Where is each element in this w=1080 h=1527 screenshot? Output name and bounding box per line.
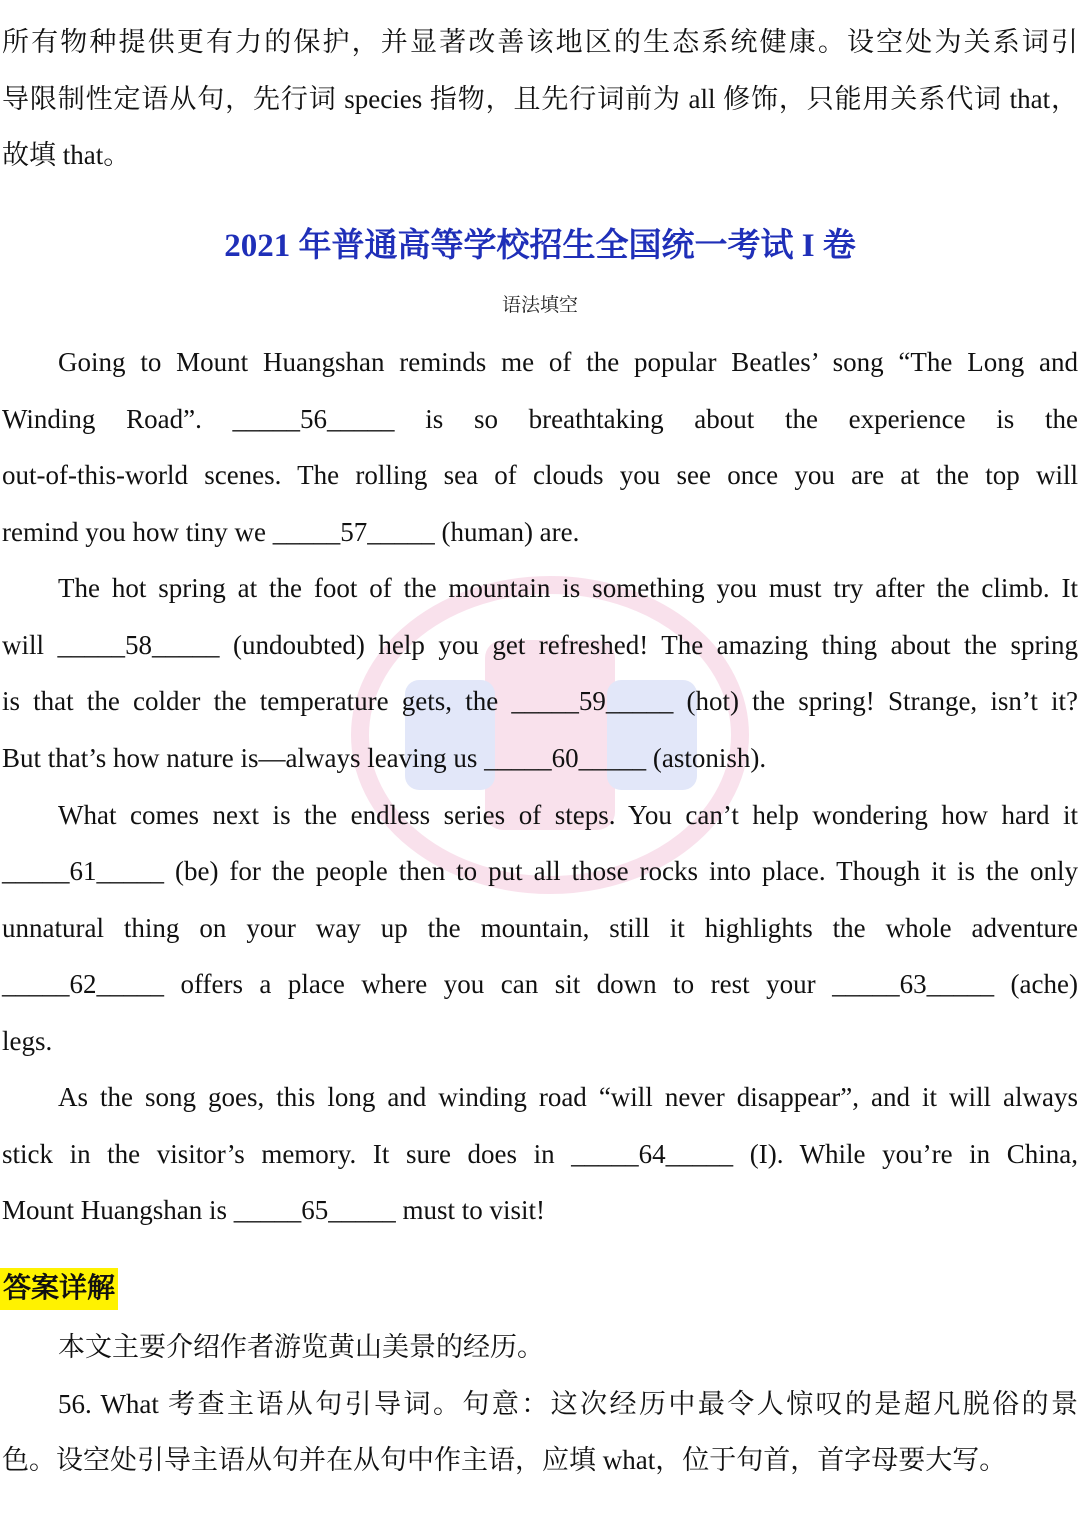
passage-line-10: _____61_____ (be) for the people then to put all those rocks into place. Though it is the only — [2, 856, 1078, 886]
answer-line-3: 色。设空处引导主语从句并在从句中作主语，应填 what，位于句首，首字母要大写。 — [2, 1445, 1007, 1475]
answer-line-2: 56. What 考查主语从句引导词。句意：这次经历中最令人惊叹的是超凡脱俗的景 — [58, 1389, 1078, 1419]
passage-line-9: What comes next is the endless series of steps. You can’t help wondering how hard it — [58, 800, 1078, 830]
passage-line-13: legs. — [2, 1026, 53, 1056]
passage-line-4: remind you how tiny we _____57_____ (human) are. — [2, 517, 580, 547]
section-subtitle: 语法填空 — [501, 295, 578, 316]
exam-title: 2021 年普通高等学校招生全国统一考试 I 卷 — [224, 228, 856, 264]
passage-line-6: will _____58_____ (undoubted) help you get refreshed! The amazing thing about the spring — [2, 630, 1078, 660]
answer-line-1: 本文主要介绍作者游览黄山美景的经历。 — [58, 1332, 544, 1362]
passage-line-5: The hot spring at the foot of the mountain is something you must try after the climb. It — [58, 573, 1078, 603]
answer-heading: 答案详解 — [0, 1268, 118, 1310]
passage-line-2: Winding Road”. _____56_____ is so breathtaking about the experience is the — [2, 404, 1078, 434]
intro-line-2: 导限制性定语从句，先行词 species 指物，且先行词前为 all 修饰，只能用关系代词 that， — [2, 84, 1078, 114]
intro-line-3: 故填 that。 — [2, 140, 131, 170]
passage-line-14: As the song goes, this long and winding road “will never disappear”, and it will always — [58, 1082, 1078, 1112]
passage-line-7: is that the colder the temperature gets, the _____59_____ (hot) the spring! Strange, isn’t it? — [2, 686, 1078, 716]
passage-line-15: stick in the visitor’s memory. It sure does in _____64_____ (I). While you’re in China, — [2, 1139, 1078, 1169]
passage-line-16: Mount Huangshan is _____65_____ must to visit! — [2, 1195, 546, 1225]
passage-line-11: unnatural thing on your way up the mountain, still it highlights the whole adventure — [2, 913, 1078, 943]
passage-line-3: out-of-this-world scenes. The rolling sea of clouds you see once you are at the top will — [2, 460, 1078, 490]
passage-line-12: _____62_____ offers a place where you can sit down to rest your _____63_____ (ache) — [2, 969, 1078, 999]
passage-line-8: But that’s how nature is—always leaving us _____60_____ (astonish). — [2, 743, 767, 773]
intro-line-1: 所有物种提供更有力的保护，并显著改善该地区的生态系统健康。设空处为关系词引 — [2, 27, 1078, 57]
passage-line-1: Going to Mount Huangshan reminds me of the popular Beatles’ song “The Long and — [58, 347, 1078, 377]
